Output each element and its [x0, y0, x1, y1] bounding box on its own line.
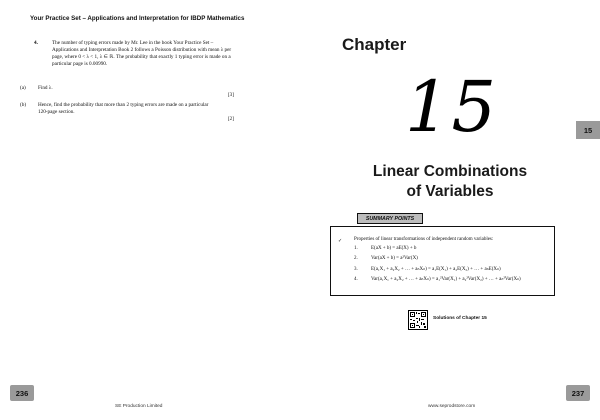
property-number: 4.	[354, 277, 358, 282]
property-formula: Var(aX + b) = a²Var(X)	[371, 256, 418, 261]
property-formula: E(aX + b) = aE(X) + b	[371, 246, 417, 251]
qr-solutions-label: Solutions of Chapter 15	[433, 316, 487, 321]
right-page	[300, 0, 600, 420]
chapter-number: 15	[405, 66, 499, 148]
running-head: Your Practice Set – Applications and Interpretation for IBDP Mathematics	[30, 15, 245, 22]
chapter-title-line: Linear Combinations	[372, 163, 528, 180]
question-number: 4.	[34, 40, 38, 46]
part-label: (b)	[20, 102, 27, 108]
marks: [3]	[227, 92, 234, 98]
footer-website: www.seprodstore.com	[428, 404, 476, 409]
check-icon: ✓	[338, 238, 343, 244]
chapter-title	[330, 162, 570, 202]
chapter-heading: Chapter	[342, 35, 407, 54]
property-number: 3.	[354, 267, 358, 272]
property-item	[354, 266, 501, 272]
property-number: 2.	[354, 256, 358, 261]
property-item	[354, 256, 418, 261]
part-text-line: Hence, find the probability that more than 2 typing errors are made on a particular	[38, 102, 209, 108]
question-line: particular page is 0.00990.	[52, 61, 108, 67]
question-line: page, where 0 < λ < 1, λ ∈ ℝ. The probability that exactly 1 typing error is made on a	[52, 54, 231, 60]
chapter-title-line: of Variables	[406, 183, 494, 200]
question-text	[52, 40, 272, 68]
part-text: Find λ.	[38, 85, 53, 91]
property-item	[354, 276, 521, 282]
qr-code-icon[interactable]	[408, 310, 428, 330]
summary-intro: Properties of linear transformations of independent random variables:	[354, 237, 494, 242]
question-line: Applications and Interpretation Book 2 follows a Poisson distribution with mean λ per	[52, 47, 232, 53]
page-number-badge: 237	[566, 385, 590, 401]
property-item	[354, 246, 416, 251]
marks: [2]	[227, 116, 234, 122]
footer-publisher: SE Production Limited	[115, 404, 163, 409]
property-formula: E(a₁X₁ + a₂X₂ + … + aₙXₙ) = a₁E(X₁) + a₂E(X₂) + … + aₙE(Xₙ)	[371, 267, 501, 272]
chapter-side-tab: 15	[576, 121, 600, 139]
part-label: (a)	[20, 85, 26, 91]
question-line: The number of typing errors made by Mr. Lee in the book Your Practice Set –	[52, 40, 214, 46]
property-number: 1.	[354, 246, 358, 251]
part-text	[38, 102, 234, 116]
part-text-line: 120-page section.	[38, 109, 75, 115]
page-number-badge: 236	[10, 385, 34, 401]
summary-points-label: SUMMARY POINTS	[357, 213, 423, 224]
property-formula: Var(a₁X₁ + a₂X₂ + … + aₙXₙ) = a₁²Var(X₁) + a₂²Var(X₂) + … + aₙ²Var(Xₙ)	[371, 277, 521, 282]
